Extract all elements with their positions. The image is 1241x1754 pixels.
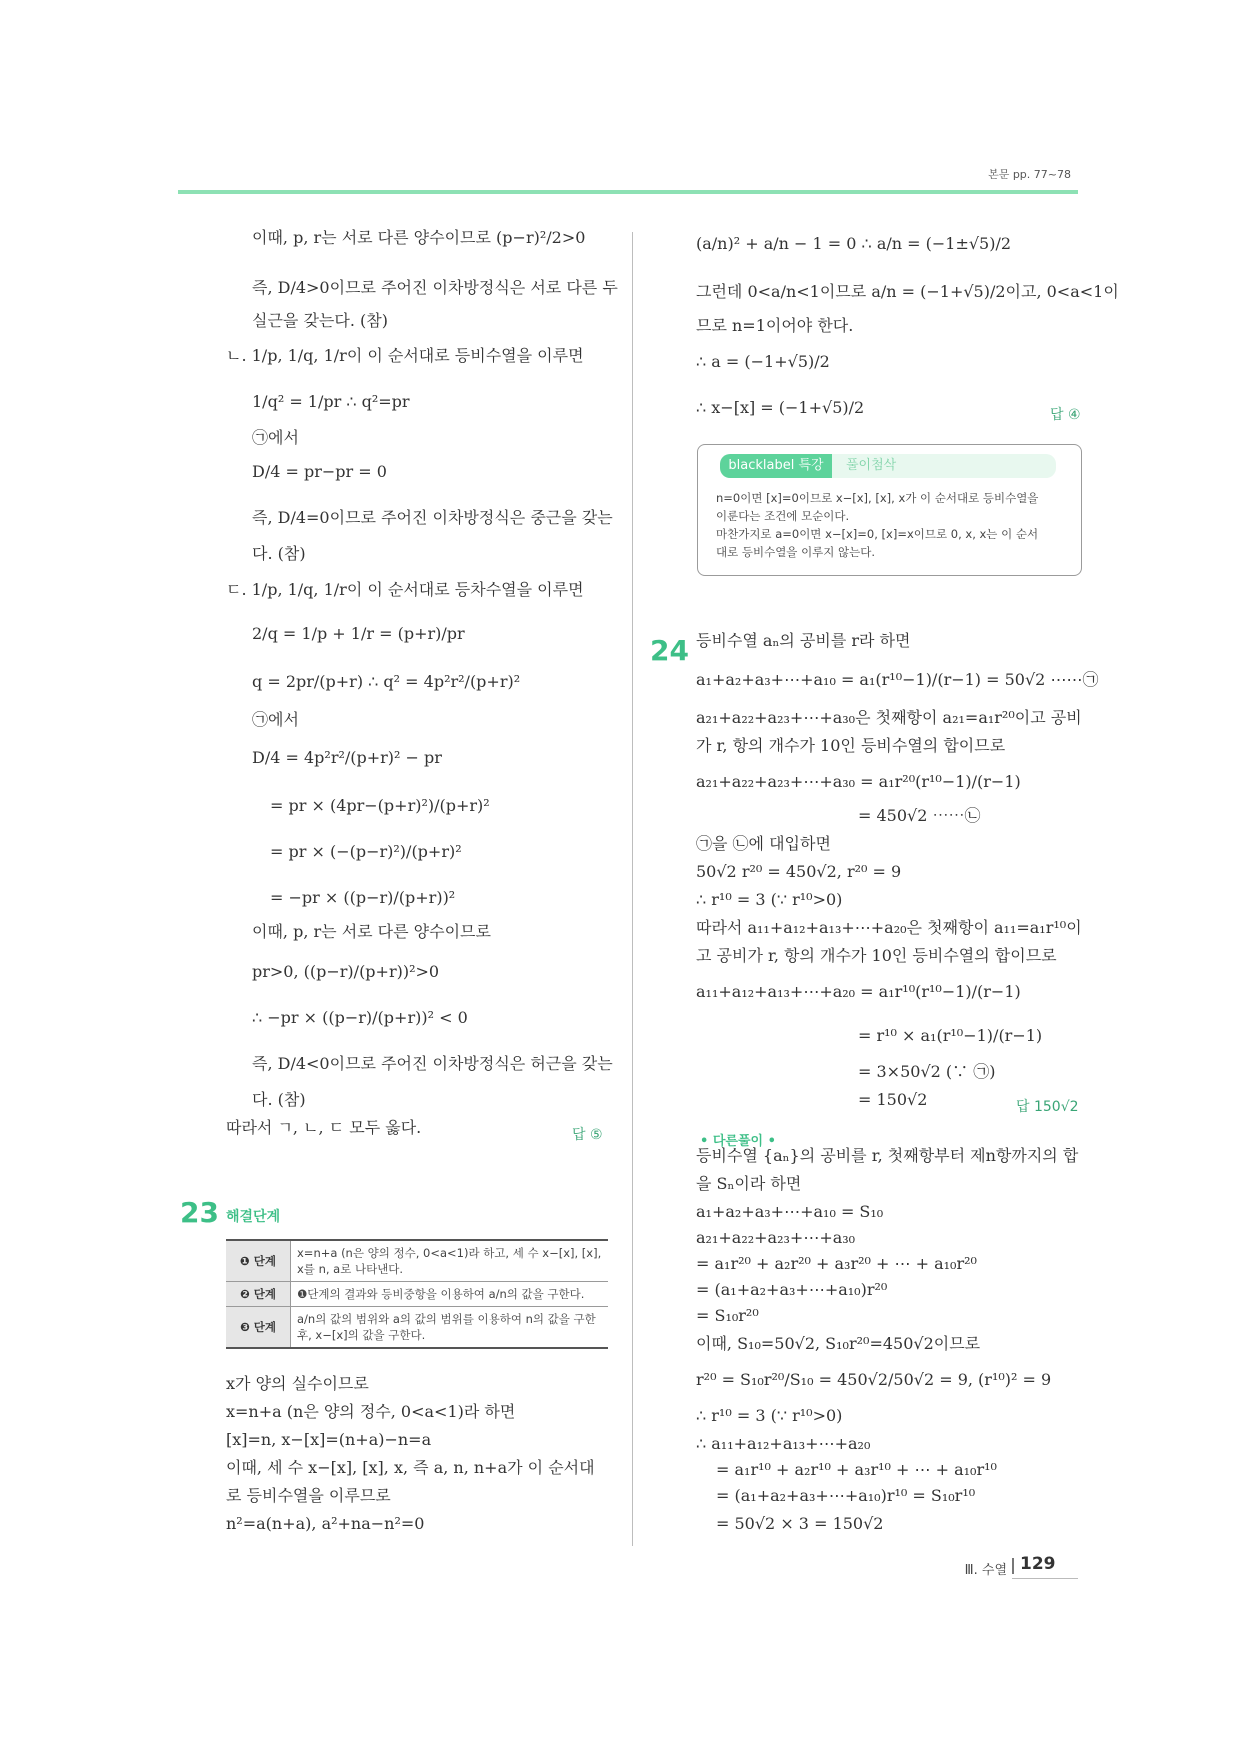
solution-line: ∴ a₁₁+a₁₂+a₁₃+⋯+a₂₀	[696, 1434, 871, 1453]
solution-line: 므로 n=1이어야 한다.	[696, 316, 854, 335]
solution-line: = a₁r¹⁰ + a₂r¹⁰ + a₃r¹⁰ + ⋯ + a₁₀r¹⁰	[716, 1460, 997, 1479]
footer-rule	[1012, 1578, 1078, 1579]
solution-line: 즉, D/4<0이므로 주어진 이차방정식은 허근을 갖는	[252, 1054, 613, 1073]
solution-line: = r¹⁰ × a₁(r¹⁰−1)/(r−1)	[858, 1026, 1043, 1045]
blacklabel-tab: blacklabel 특강	[720, 454, 832, 478]
solution-line: = 50√2 × 3 = 150√2	[716, 1514, 884, 1533]
step-label: ❸ 단계	[226, 1307, 291, 1349]
solution-line: = S₁₀r²⁰	[696, 1306, 759, 1325]
solution-line: = −pr × ((p−r)/(p+r))²	[270, 888, 456, 907]
solution-line: 그런데 0<a/n<1이므로 a/n = (−1+√5)/2이고, 0<a<1이	[696, 282, 1119, 301]
solution-line: ∴ r¹⁰ = 3 (∵ r¹⁰>0)	[696, 1406, 843, 1425]
header-rule	[178, 190, 1078, 194]
alternate-solution-label: • 다른풀이 •	[700, 1134, 776, 1149]
solution-line: 즉, D/4>0이므로 주어진 이차방정식은 서로 다른 두	[252, 278, 618, 297]
solution-line: 다. (참)	[252, 1090, 306, 1109]
blacklabel-subtab: 풀이첨삭	[832, 454, 1056, 478]
solution-line: a₁+a₂+a₃+⋯+a₁₀ = a₁(r¹⁰−1)/(r−1) = 50√2 ⋯⋯㉠	[696, 670, 1099, 689]
solution-line: 로 등비수열을 이루므로	[226, 1486, 391, 1505]
column-divider	[632, 232, 633, 1546]
solution-line: = (a₁+a₂+a₃+⋯+a₁₀)r²⁰	[696, 1280, 888, 1299]
solution-line: x=n+a (n은 양의 정수, 0<a<1)라 하면	[226, 1402, 516, 1421]
solution-line: n²=a(n+a), a²+na−n²=0	[226, 1514, 425, 1533]
blacklabel-line: n=0이면 [x]=0이므로 x−[x], [x], x가 이 순서대로 등비수열을	[716, 491, 1039, 505]
step-label: ❷ 단계	[226, 1282, 291, 1307]
solution-line: D/4 = pr−pr = 0	[252, 462, 387, 481]
solution-line: 1/q² = 1/pr ∴ q²=pr	[252, 392, 410, 411]
solution-line: a₁₁+a₁₂+a₁₃+⋯+a₂₀ = a₁r¹⁰(r¹⁰−1)/(r−1)	[696, 982, 1021, 1001]
step-label: ❶ 단계	[226, 1240, 291, 1282]
solution-line: a₁+a₂+a₃+⋯+a₁₀ = S₁₀	[696, 1202, 884, 1221]
solution-line: 등비수열 aₙ의 공비를 r라 하면	[696, 631, 911, 650]
blacklabel-line: 마찬가지로 a=0이면 x−[x]=0, [x]=x이므로 0, x, x는 이 순서	[716, 527, 1039, 541]
footer-section: Ⅲ. 수열	[964, 1563, 1007, 1578]
solution-line: 이때, S₁₀=50√2, S₁₀r²⁰=450√2이므로	[696, 1334, 981, 1353]
answer-24: 답 150√2	[1016, 1099, 1079, 1115]
solution-line: ∴ x−[x] = (−1+√5)/2	[696, 398, 865, 417]
blacklabel-line: 대로 등비수열을 이루지 않는다.	[716, 545, 876, 559]
solution-line: 즉, D/4=0이므로 주어진 이차방정식은 중근을 갖는	[252, 508, 613, 527]
solution-line: D/4 = 4p²r²/(p+r)² − pr	[252, 748, 442, 767]
solution-line: 따라서 ㄱ, ㄴ, ㄷ 모두 옳다.	[226, 1118, 422, 1137]
solution-line: x가 양의 실수이므로	[226, 1374, 369, 1393]
solution-line: ㄷ. 1/p, 1/q, 1/r이 이 순서대로 등차수열을 이루면	[226, 580, 584, 599]
solution-line: ㉠에서	[252, 428, 299, 447]
solution-line: 2/q = 1/p + 1/r = (p+r)/pr	[252, 624, 465, 643]
solution-line: 이때, p, r는 서로 다른 양수이므로	[252, 922, 491, 941]
blacklabel-line: 이룬다는 조건에 모순이다.	[716, 509, 850, 523]
solution-line: = (a₁+a₂+a₃+⋯+a₁₀)r¹⁰ = S₁₀r¹⁰	[716, 1486, 976, 1505]
step-text: a/n의 값의 범위와 a의 값의 범위를 이용하여 n의 값을 구한 후, x−[x]의 값을 구한다.	[291, 1307, 609, 1349]
solution-line: ∴ a = (−1+√5)/2	[696, 352, 830, 371]
solution-line: 을 Sₙ이라 하면	[696, 1174, 802, 1193]
solution-steps-table	[226, 1239, 608, 1349]
solution-line: a₂₁+a₂₂+a₂₃+⋯+a₃₀ = a₁r²⁰(r¹⁰−1)/(r−1)	[696, 772, 1021, 791]
solution-line: 50√2 r²⁰ = 450√2, r²⁰ = 9	[696, 862, 902, 881]
solution-line: 따라서 a₁₁+a₁₂+a₁₃+⋯+a₂₀은 첫째항이 a₁₁=a₁r¹⁰이	[696, 918, 1082, 937]
solution-line: ㄴ. 1/p, 1/q, 1/r이 이 순서대로 등비수열을 이루면	[226, 346, 584, 365]
solution-line: r²⁰ = S₁₀r²⁰/S₁₀ = 450√2/50√2 = 9, (r¹⁰)² = 9	[696, 1370, 1052, 1389]
answer-23: 답 ④	[1050, 407, 1081, 423]
solution-line: 이때, 세 수 x−[x], [x], x, 즉 a, n, n+a가 이 순서대	[226, 1458, 595, 1477]
solution-line: 이때, p, r는 서로 다른 양수이므로 (p−r)²/2>0	[252, 228, 586, 247]
solution-line: [x]=n, x−[x]=(n+a)−n=a	[226, 1430, 432, 1449]
page-reference: 본문 pp. 77~78	[988, 168, 1071, 181]
solution-line: 고 공비가 r, 항의 개수가 10인 등비수열의 합이므로	[696, 946, 1057, 965]
step-row	[226, 1307, 608, 1349]
step-text: ❶단계의 결과와 등비중항을 이용하여 a/n의 값을 구한다.	[291, 1282, 609, 1307]
question-23-number: 23	[180, 1196, 219, 1229]
solution-line: 등비수열 {aₙ}의 공비를 r, 첫째항부터 제n항까지의 합	[696, 1146, 1079, 1165]
solution-line: = pr × (−(p−r)²)/(p+r)²	[270, 842, 462, 861]
solution-line: pr>0, ((p−r)/(p+r))²>0	[252, 962, 440, 981]
solution-line: (a/n)² + a/n − 1 = 0 ∴ a/n = (−1±√5)/2	[696, 234, 1012, 253]
solution-line: a₂₁+a₂₂+a₂₃+⋯+a₃₀	[696, 1228, 856, 1247]
answer-22: 답 ⑤	[572, 1127, 603, 1143]
solution-line: = 150√2	[858, 1090, 928, 1109]
page-number: 129	[1020, 1554, 1056, 1574]
solution-line: ∴ −pr × ((p−r)/(p+r))² < 0	[252, 1008, 468, 1027]
solution-line: 가 r, 항의 개수가 10인 등비수열의 합이므로	[696, 736, 1006, 755]
solution-line: ㉠에서	[252, 710, 299, 729]
solution-line: ㉠을 ㉡에 대입하면	[696, 834, 831, 853]
solution-line: = pr × (4pr−(p+r)²)/(p+r)²	[270, 796, 490, 815]
solution-line: = 3×50√2 (∵ ㉠)	[858, 1062, 996, 1081]
solution-line: 다. (참)	[252, 544, 306, 563]
question-23-tag: 해결단계	[226, 1209, 281, 1225]
step-row	[226, 1282, 608, 1307]
step-row	[226, 1240, 608, 1282]
question-24-number: 24	[650, 634, 689, 667]
footer-separator	[1012, 1558, 1014, 1574]
solution-line: = a₁r²⁰ + a₂r²⁰ + a₃r²⁰ + ⋯ + a₁₀r²⁰	[696, 1254, 977, 1273]
solution-line: ∴ r¹⁰ = 3 (∵ r¹⁰>0)	[696, 890, 843, 909]
solution-line: a₂₁+a₂₂+a₂₃+⋯+a₃₀은 첫째항이 a₂₁=a₁r²⁰이고 공비	[696, 708, 1082, 727]
step-text: x=n+a (n은 양의 정수, 0<a<1)라 하고, 세 수 x−[x], [x], x를 n, a로 나타낸다.	[291, 1240, 609, 1282]
solution-line: 실근을 갖는다. (참)	[252, 311, 388, 330]
solution-line: q = 2pr/(p+r) ∴ q² = 4p²r²/(p+r)²	[252, 672, 521, 691]
solution-line: = 450√2 ⋯⋯㉡	[858, 806, 981, 825]
